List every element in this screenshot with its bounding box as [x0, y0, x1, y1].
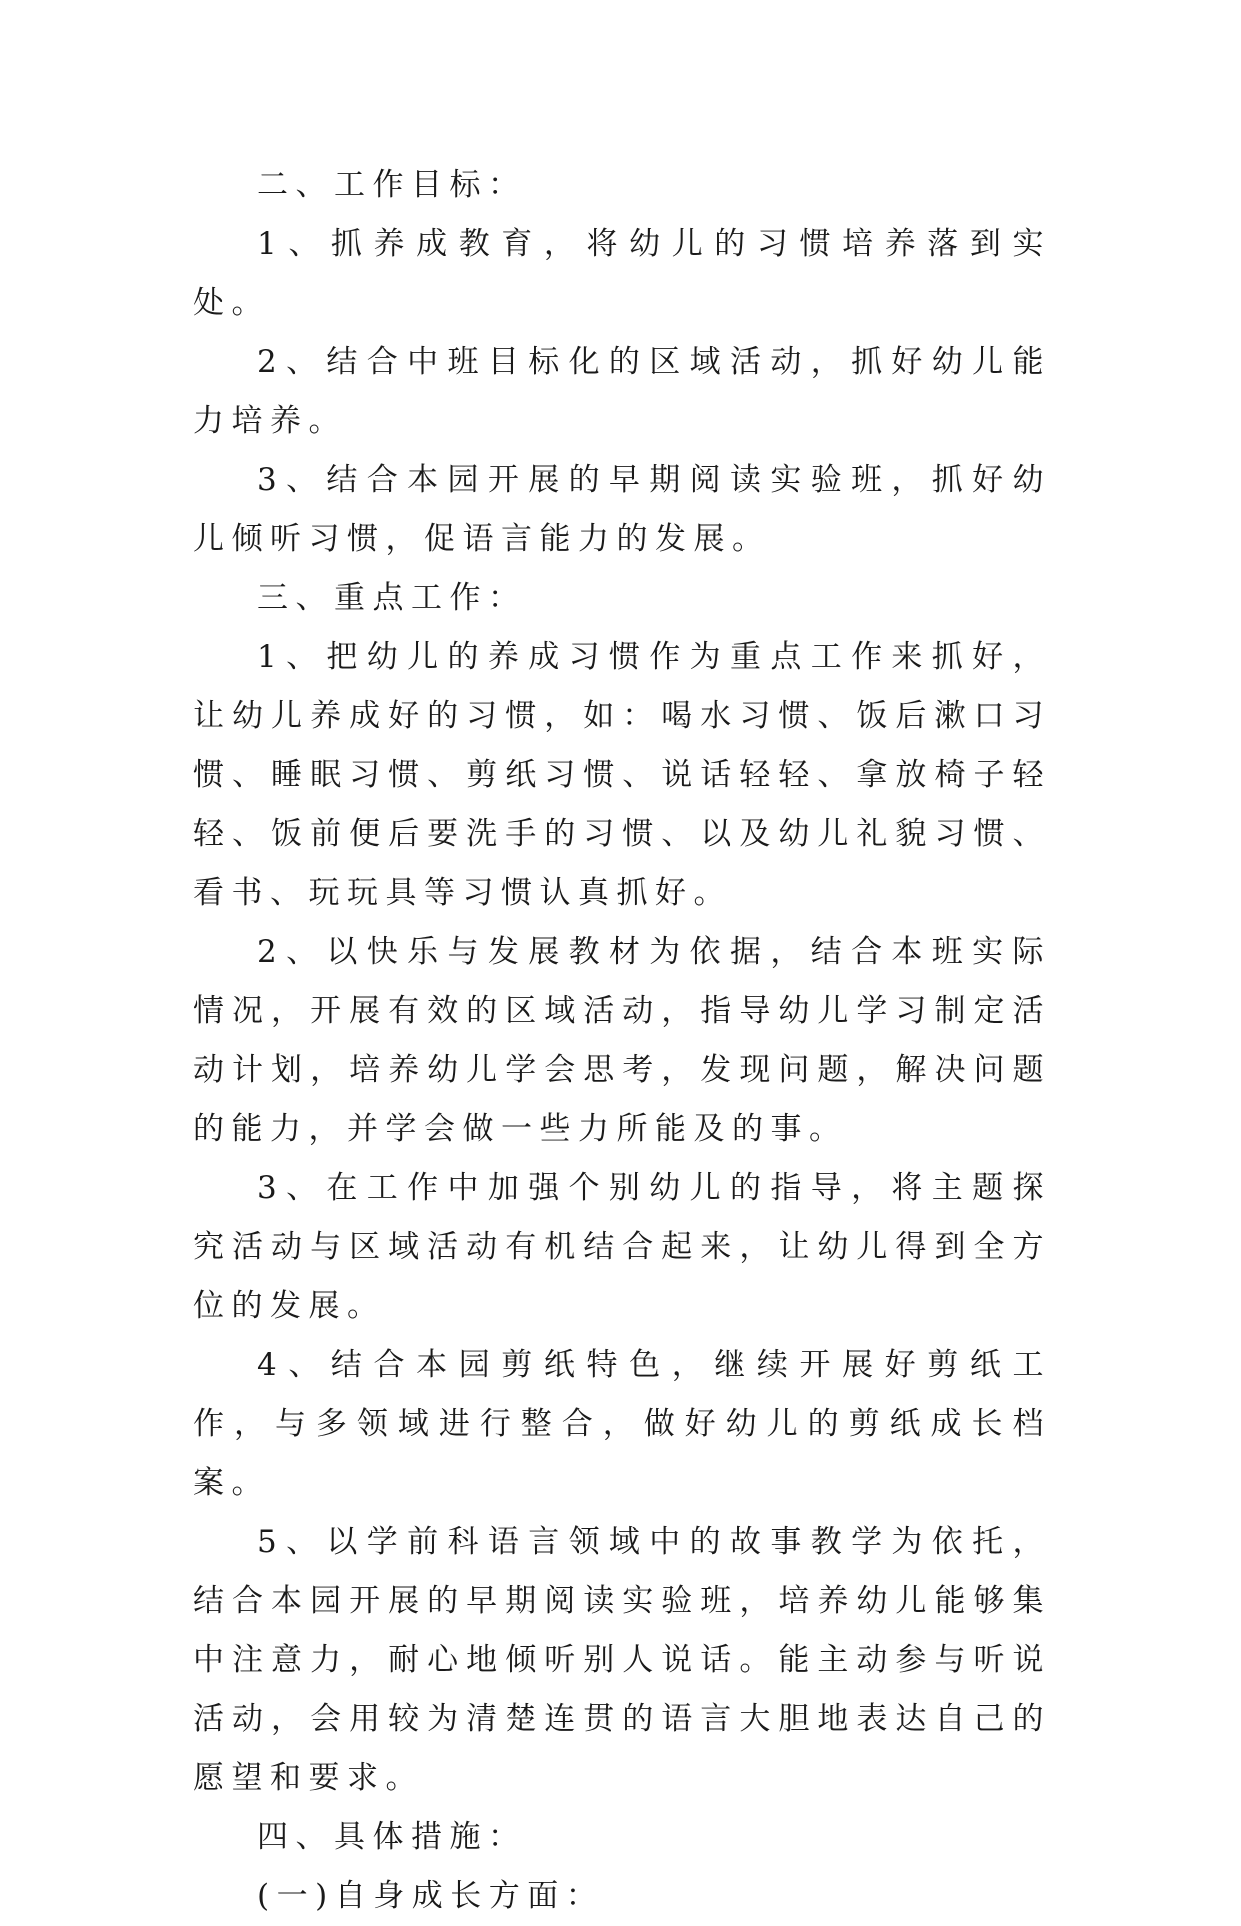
goal-item-1: 1、抓养成教育，将幼儿的习惯培养落到实处。 [193, 226, 1051, 321]
key-work-item-4: 4、结合本园剪纸特色，继续开展好剪纸工作，与多领域进行整合，做好幼儿的剪纸成长档案。 [193, 1347, 1051, 1501]
key-work-item-3: 3、在工作中加强个别幼儿的指导，将主题探究活动与区域活动有机结合起来，让幼儿得到全方位的发展。 [193, 1170, 1051, 1324]
document-body [193, 156, 1051, 1926]
goal-item-3: 3、结合本园开展的早期阅读实验班，抓好幼儿倾听习惯，促语言能力的发展。 [193, 462, 1051, 557]
section-heading-measures: 四、具体措施： [257, 1819, 527, 1855]
key-work-item-5: 5、以学前科语言领域中的故事教学为依托，结合本园开展的早期阅读实验班，培养幼儿能够集中注意力，耐心地倾听别人说话。能主动参与听说活动，会用较为清楚连贯的语言大胆地表达自己的愿望和要求。 [193, 1524, 1051, 1796]
key-work-item-2: 2、以快乐与发展教材为依据，结合本班实际情况，开展有效的区域活动，指导幼儿学习制定活动计划，培养幼儿学会思考，发现问题，解决问题的能力，并学会做一些力所能及的事。 [193, 934, 1051, 1147]
section-heading-goals: 二、工作目标： [257, 167, 527, 203]
section-heading-key-work: 三、重点工作： [257, 580, 527, 616]
key-work-item-1: 1、把幼儿的养成习惯作为重点工作来抓好，让幼儿养成好的习惯，如：喝水习惯、饭后漱口习惯、睡眠习惯、剪纸习惯、说话轻轻、拿放椅子轻轻、饭前便后要洗手的习惯、以及幼儿礼貌习惯、看书、玩玩具等习惯认真抓好。 [193, 639, 1051, 911]
subsection-heading-self-growth: (一)自身成长方面： [257, 1878, 605, 1914]
goal-item-2: 2、结合中班目标化的区域活动，抓好幼儿能力培养。 [193, 344, 1051, 439]
